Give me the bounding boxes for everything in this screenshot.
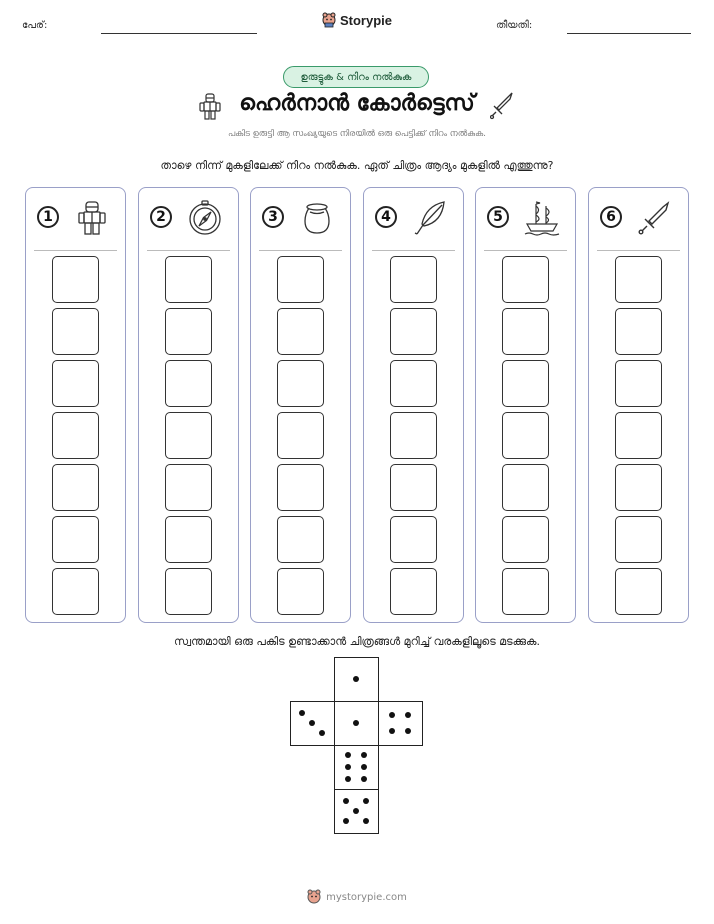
dice-pip — [361, 764, 367, 770]
color-box[interactable] — [52, 412, 99, 459]
column-divider — [34, 250, 117, 251]
color-box[interactable] — [277, 256, 324, 303]
column-header — [476, 188, 575, 250]
activity-badge: ഉരുട്ടുക & നിറം നൽകുക — [283, 66, 429, 88]
column-header — [364, 188, 463, 250]
sword-icon — [490, 91, 516, 121]
name-label: പേര്: — [22, 20, 48, 31]
color-box[interactable] — [165, 516, 212, 563]
color-box[interactable] — [615, 308, 662, 355]
ship-icon — [524, 200, 560, 236]
page-subtitle: പകിട ഉരുട്ടി ആ സംഖ്യയുടെ നിരയിൽ ഒരു പെട്ടിക്ക് നിറം നൽകുക. — [228, 129, 486, 139]
column-number: 6 — [600, 206, 622, 228]
sword-icon — [637, 200, 673, 236]
color-box[interactable] — [52, 256, 99, 303]
color-box[interactable] — [390, 360, 437, 407]
dice-face-1 — [334, 657, 379, 702]
dice-pip — [361, 752, 367, 758]
dice-pip — [353, 808, 359, 814]
color-box[interactable] — [165, 308, 212, 355]
color-box[interactable] — [277, 412, 324, 459]
dice-face-6 — [334, 745, 379, 790]
color-box[interactable] — [390, 568, 437, 615]
color-box[interactable] — [165, 568, 212, 615]
color-box[interactable] — [277, 360, 324, 407]
color-box[interactable] — [277, 516, 324, 563]
storypie-mascot-icon — [322, 12, 336, 28]
color-box[interactable] — [615, 516, 662, 563]
color-box[interactable] — [390, 516, 437, 563]
column-divider — [597, 250, 680, 251]
column-header — [139, 188, 238, 250]
dice-pip — [361, 776, 367, 782]
dice-pip — [319, 730, 325, 736]
dice-pip — [389, 712, 395, 718]
column-1 — [25, 187, 126, 623]
dice-face-4 — [378, 701, 423, 746]
color-box[interactable] — [165, 256, 212, 303]
column-header — [589, 188, 688, 250]
color-box[interactable] — [52, 464, 99, 511]
dice-face-5 — [334, 789, 379, 834]
column-divider — [259, 250, 342, 251]
color-box[interactable] — [277, 464, 324, 511]
color-box[interactable] — [165, 464, 212, 511]
column-3 — [250, 187, 351, 623]
column-header — [251, 188, 350, 250]
color-box[interactable] — [502, 256, 549, 303]
column-number: 3 — [262, 206, 284, 228]
date-label: തീയതി: — [496, 20, 533, 31]
color-box[interactable] — [390, 256, 437, 303]
date-line[interactable] — [567, 33, 691, 34]
pot-icon — [299, 200, 335, 236]
color-box[interactable] — [615, 464, 662, 511]
brand-name: Storypie — [339, 12, 392, 28]
dice-pip — [343, 818, 349, 824]
column-2 — [138, 187, 239, 623]
dice-pip — [309, 720, 315, 726]
compass-icon — [187, 200, 223, 236]
color-box[interactable] — [502, 412, 549, 459]
column-4 — [363, 187, 464, 623]
storypie-footer-icon — [307, 889, 321, 905]
column-number: 2 — [150, 206, 172, 228]
color-box[interactable] — [502, 308, 549, 355]
color-box[interactable] — [615, 360, 662, 407]
color-box[interactable] — [277, 568, 324, 615]
color-box[interactable] — [52, 360, 99, 407]
name-line[interactable] — [101, 33, 257, 34]
dice-pip — [353, 676, 359, 682]
dice-pip — [343, 798, 349, 804]
dice-pip — [345, 752, 351, 758]
column-header — [26, 188, 125, 250]
color-box[interactable] — [52, 516, 99, 563]
column-5 — [475, 187, 576, 623]
column-6 — [588, 187, 689, 623]
quill-icon — [412, 200, 448, 236]
instruction-text: താഴെ നിന്ന് മുകളിലേക്ക് നിറം നൽകുക. ഏത് ചിത്രം ആദ്യം മുകളിൽ എത്തുന്നു? — [160, 159, 554, 172]
color-box[interactable] — [502, 516, 549, 563]
dice-pip — [389, 728, 395, 734]
color-box[interactable] — [52, 308, 99, 355]
color-box[interactable] — [390, 308, 437, 355]
column-number: 4 — [375, 206, 397, 228]
dice-pip — [345, 776, 351, 782]
color-box[interactable] — [52, 568, 99, 615]
dice-instruction: സ്വന്തമായി ഒരു പകിട ഉണ്ടാക്കാൻ ചിത്രങ്ങൾ മുറിച്ച് വരകളിലൂടെ മടക്കുക. — [174, 635, 540, 648]
column-number: 5 — [487, 206, 509, 228]
column-divider — [372, 250, 455, 251]
page-title: ഹെർനാൻ കോർട്ടെസ് — [239, 91, 475, 116]
color-box[interactable] — [165, 412, 212, 459]
dice-pip — [405, 728, 411, 734]
footer-url[interactable]: mystorypie.com — [326, 891, 407, 903]
dice-pip — [363, 798, 369, 804]
color-box[interactable] — [165, 360, 212, 407]
color-box[interactable] — [502, 568, 549, 615]
dice-face-3 — [290, 701, 335, 746]
column-divider — [484, 250, 567, 251]
knight-icon — [74, 200, 110, 236]
brand-logo — [0, 12, 714, 32]
dice-face-1 — [334, 701, 379, 746]
color-box[interactable] — [390, 412, 437, 459]
column-number: 1 — [37, 206, 59, 228]
color-box[interactable] — [615, 256, 662, 303]
color-box[interactable] — [390, 464, 437, 511]
dice-pip — [353, 720, 359, 726]
column-divider — [147, 250, 230, 251]
color-box[interactable] — [502, 360, 549, 407]
dice-pip — [345, 764, 351, 770]
dice-pip — [299, 710, 305, 716]
dice-pip — [405, 712, 411, 718]
color-box[interactable] — [502, 464, 549, 511]
color-box[interactable] — [277, 308, 324, 355]
footer — [0, 889, 714, 909]
dice-pip — [363, 818, 369, 824]
color-box[interactable] — [615, 568, 662, 615]
color-box[interactable] — [615, 412, 662, 459]
